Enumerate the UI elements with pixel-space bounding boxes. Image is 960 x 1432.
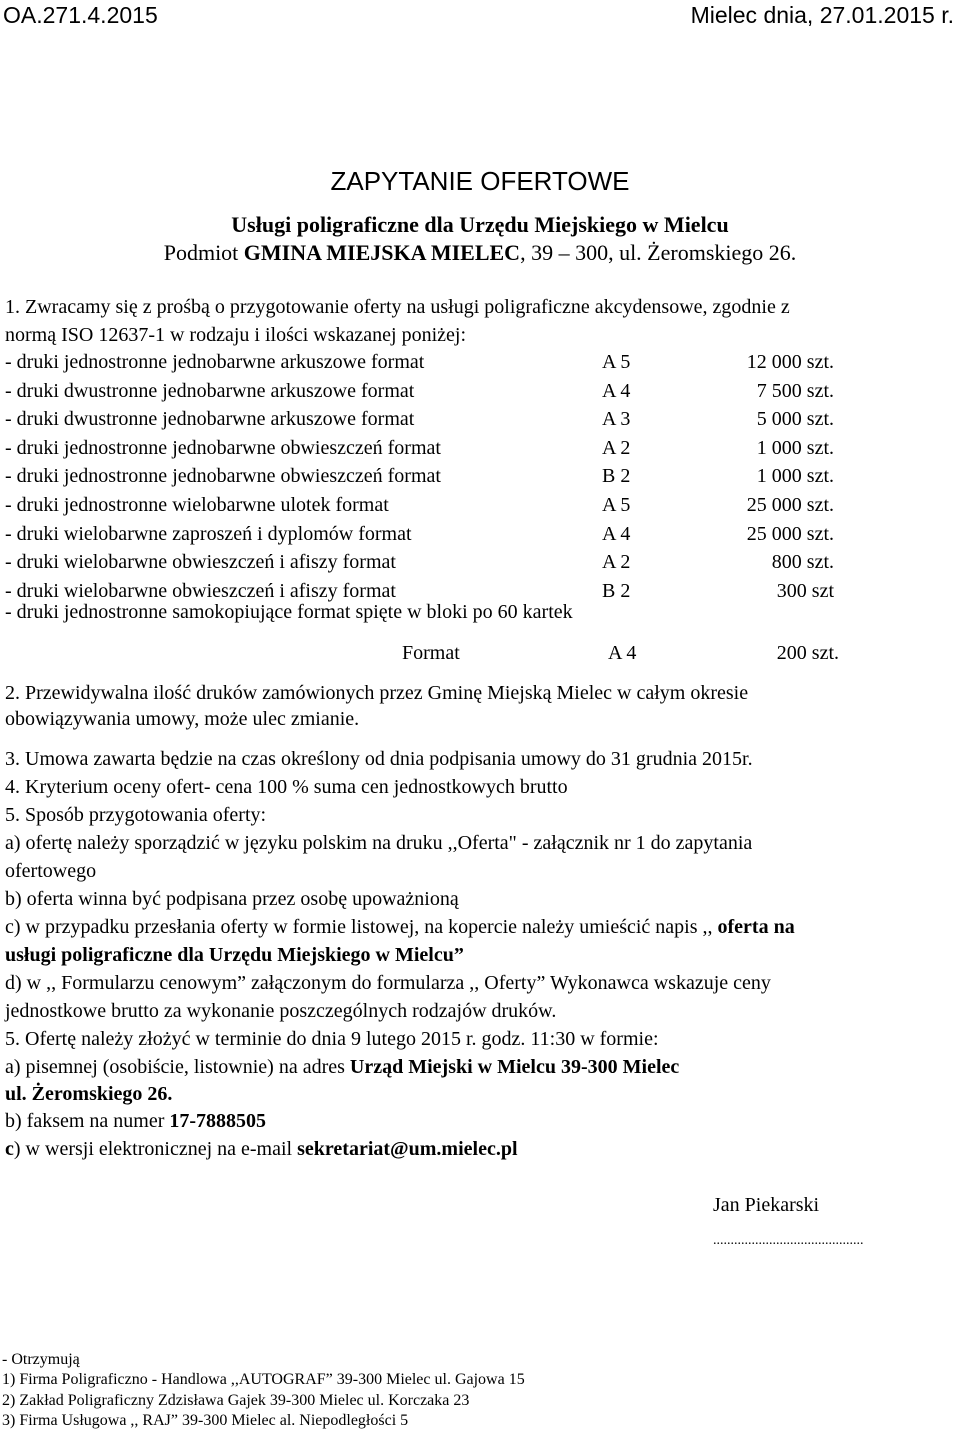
document-title: ZAPYTANIE OFERTOWE — [330, 166, 630, 196]
item-format: A 2 — [602, 551, 631, 574]
list-item — [5, 494, 955, 522]
submission-a-line1 — [5, 1056, 679, 1079]
submission-c — [5, 1138, 518, 1161]
list-item — [5, 437, 955, 465]
item-quantity: 25 000 szt. — [746, 522, 834, 545]
item-description: - druki wielobarwne obwieszczeń i afiszy format — [5, 551, 396, 574]
item-format: A 5 — [602, 351, 631, 373]
submission-b-text: b) faksem na numer — [5, 1110, 170, 1132]
section5-c-text: c) w przypadku przesłania oferty w formie listowej, na kopercie należy umieścić napis ,, — [5, 916, 718, 938]
list-item — [5, 351, 955, 379]
item-description: - druki dwustronne jednobarwne arkuszowe format — [5, 408, 415, 431]
section1-intro-line2: normą ISO 12637-1 w rodzaju i ilości wskazanej poniżej: — [5, 324, 466, 346]
recipients-heading: - Otrzymują — [2, 1351, 80, 1368]
recipient-1: 1) Firma Poligraficzno - Handlowa ,,AUTOGRAF” 39-300 Mielec ul. Gajowa 15 — [2, 1371, 525, 1388]
item-format: A 2 — [602, 436, 631, 459]
item-format: A 5 — [602, 494, 631, 516]
list-item — [5, 523, 955, 551]
item-quantity: 25 000 szt. — [746, 494, 834, 516]
signatory-name: Jan Piekarski — [713, 1194, 820, 1216]
submission-a-text: a) pisemnej (osobiście, listownie) na adres — [5, 1056, 350, 1078]
office-address: Urząd Miejski w Mielcu 39-300 Mielec — [349, 1056, 680, 1078]
item-format: A 4 — [602, 379, 631, 402]
item-description: - druki jednostronne wielobarwne ulotek format — [5, 494, 389, 516]
item-last-format-label: Format — [402, 642, 460, 664]
item-last-format: A 4 — [608, 642, 637, 664]
office-street: ul. Żeromskiego 26. — [5, 1083, 173, 1105]
submission-c-text: ) w wersji elektronicznej na e-mail — [13, 1138, 298, 1160]
item-last-qty: 200 szt. — [776, 642, 839, 664]
email-address[interactable]: sekretariat@um.mielec.pl — [297, 1138, 518, 1160]
section5-d-line1: d) w ,, Formularzu cenowym” załączonym do formularza ,, Oferty” Wykonawca wskazuje ceny — [5, 972, 771, 994]
recipient-2: 2) Zakład Poligraficzny Zdzisława Gajek 39-300 Mielec ul. Korczaka 23 — [2, 1392, 470, 1409]
section4: 4. Kryterium oceny ofert- cena 100 % suma cen jednostkowych brutto — [5, 776, 568, 798]
item-description: - druki jednostronne jednobarwne obwieszczeń format — [5, 436, 441, 459]
item-quantity: 1 000 szt. — [756, 436, 834, 459]
subtitle-line1: Usługi poligraficzne dla Urzędu Miejskiego w Mielcu — [231, 212, 729, 237]
section2-line2: obowiązywania umowy, może ulec zmianie. — [5, 708, 360, 730]
place-and-date: Mielec dnia, 27.01.2015 r. — [690, 2, 954, 28]
item-description: - druki wielobarwne obwieszczeń i afiszy format — [5, 579, 396, 602]
subject-name: GMINA MIEJSKA MIELEC — [243, 240, 521, 265]
list-item — [5, 465, 955, 493]
list-item — [5, 408, 955, 436]
subtitle-line2 — [0, 240, 960, 266]
item-quantity: 300 szt — [776, 579, 834, 602]
section5-b: b) oferta winna być podpisana przez osobę upoważnioną — [5, 888, 459, 910]
item-description: - druki jednostronne jednobarwne obwieszczeń format — [5, 465, 441, 488]
item-quantity: 800 szt. — [771, 551, 834, 574]
signature-line: ........................................... — [713, 1233, 864, 1248]
item-last-label: - druki jednostronne samokopiujące format spięte w bloki po 60 kartek — [5, 601, 573, 623]
list-item — [5, 551, 955, 579]
recipient-3: 3) Firma Usługowa ,, RAJ” 39-300 Mielec al. Niepodległości 5 — [2, 1412, 409, 1429]
envelope-label-end: usługi poligraficzne dla Urzędu Miejskiego w Mielcu” — [5, 944, 464, 966]
section2-line1: 2. Przewidywalna ilość druków zamówionych przez Gminę Miejską Mielec w całym okresie — [5, 682, 749, 704]
submission-deadline: 5. Ofertę należy złożyć w terminie do dnia 9 lutego 2015 r. godz. 11:30 w formie: — [5, 1028, 659, 1050]
item-format: A 4 — [602, 522, 631, 545]
submission-b — [5, 1110, 266, 1133]
item-format: B 2 — [602, 465, 631, 488]
submission-c-letter: c — [5, 1138, 14, 1160]
item-description: - druki dwustronne jednobarwne arkuszowe format — [5, 379, 415, 402]
section5-c-line1 — [5, 916, 795, 939]
item-format: B 2 — [602, 579, 631, 602]
subject-address: , 39 – 300, ul. Żeromskiego 26. — [520, 240, 797, 265]
envelope-label-start: oferta na — [717, 916, 795, 938]
item-quantity: 7 500 szt. — [756, 379, 834, 402]
reference-number: OA.271.4.2015 — [3, 2, 158, 28]
section3: 3. Umowa zawarta będzie na czas określony od dnia podpisania umowy do 31 grudnia 2015r. — [5, 748, 753, 770]
item-quantity: 12 000 szt. — [746, 351, 834, 373]
section5-heading: 5. Sposób przygotowania oferty: — [5, 804, 267, 826]
fax-number: 17-7888505 — [169, 1110, 267, 1132]
item-format: A 3 — [602, 408, 631, 431]
section1-intro-line1: 1. Zwracamy się z prośbą o przygotowanie oferty na usługi poligraficzne akcydensowe, zgodnie z — [5, 296, 790, 318]
section5-a-line2: ofertowego — [5, 860, 97, 882]
item-quantity: 1 000 szt. — [756, 465, 834, 488]
section5-d-line2: jednostkowe brutto za wykonanie poszczególnych rodzajów druków. — [5, 1000, 557, 1022]
item-description: - druki wielobarwne zaproszeń i dyplomów format — [5, 522, 412, 545]
subject-prefix: Podmiot — [163, 240, 244, 265]
item-description: - druki jednostronne jednobarwne arkuszowe format — [5, 351, 425, 373]
section5-a-line1: a) ofertę należy sporządzić w języku polskim na druku ,,Oferta" - załącznik nr 1 do zapytania — [5, 832, 753, 854]
list-item — [5, 380, 955, 408]
item-quantity: 5 000 szt. — [756, 408, 834, 431]
